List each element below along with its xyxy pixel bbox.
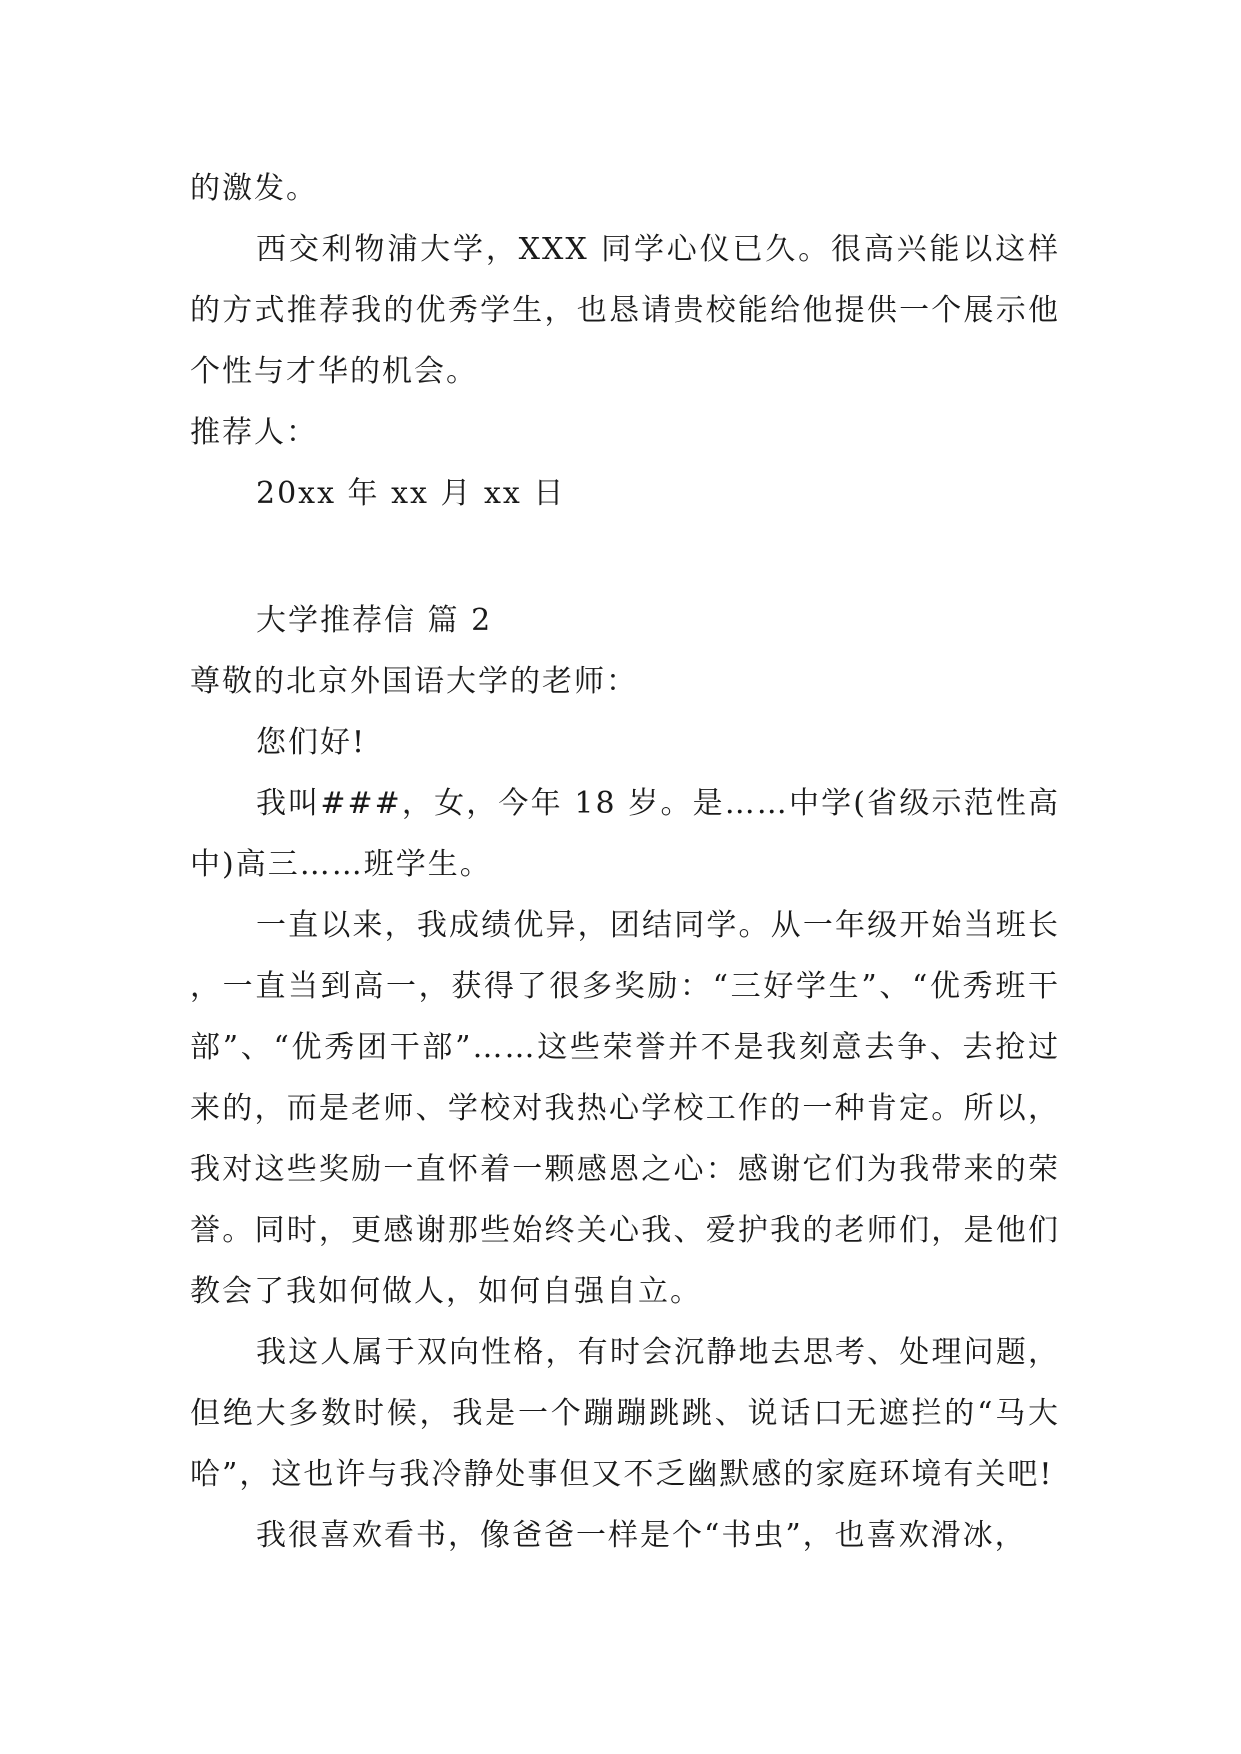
paragraph-achievements: 一直以来，我成绩优异，团结同学。从一年级开始当班长，一直当到高一，获得了很多奖励：“三好学生”、“优秀班干部”、“优秀团干部”……这些荣誉并不是我刻意去争、去抢过来的，而是老师、学校对我热心学校工作的一种肯定。所以，我对这些奖励一直怀着一颗感恩之心：感谢它们为我带来的荣誉。同时，更感谢那些始终关心我、爱护我的老师们，是他们教会了我如何做人，如何自强自立。 <box>190 908 1060 1309</box>
paragraph-school-recommendation: 西交利物浦大学，XXX 同学心仪已久。很高兴能以这样的方式推荐我的优秀学生，也恳请贵校能给他提供一个展示他个性与才华的机会。 <box>190 232 1060 389</box>
paragraph-introduction: 我叫###，女，今年 18 岁。是……中学(省级示范性高中)高三……班学生。 <box>190 786 1060 882</box>
greeting: 您们好! <box>256 725 367 760</box>
letter-date: 20xx 年 xx 月 xx 日 <box>256 476 566 511</box>
document-body <box>190 158 1060 1566</box>
section-spacer <box>190 524 1060 590</box>
paragraph-continuation: 的激发。 <box>190 171 318 206</box>
salutation: 尊敬的北京外国语大学的老师： <box>190 664 638 699</box>
paragraph-hobbies: 我很喜欢看书，像爸爸一样是个“书虫”，也喜欢滑冰， <box>256 1518 1027 1553</box>
recommender-label: 推荐人： <box>190 415 318 450</box>
section-heading: 大学推荐信 篇 2 <box>256 603 493 638</box>
paragraph-personality: 我这人属于双向性格，有时会沉静地去思考、处理问题，但绝大多数时候，我是一个蹦蹦跳跳、说话口无遮拦的“马大哈”，这也许与我冷静处事但又不乏幽默感的家庭环境有关吧! <box>190 1335 1060 1492</box>
